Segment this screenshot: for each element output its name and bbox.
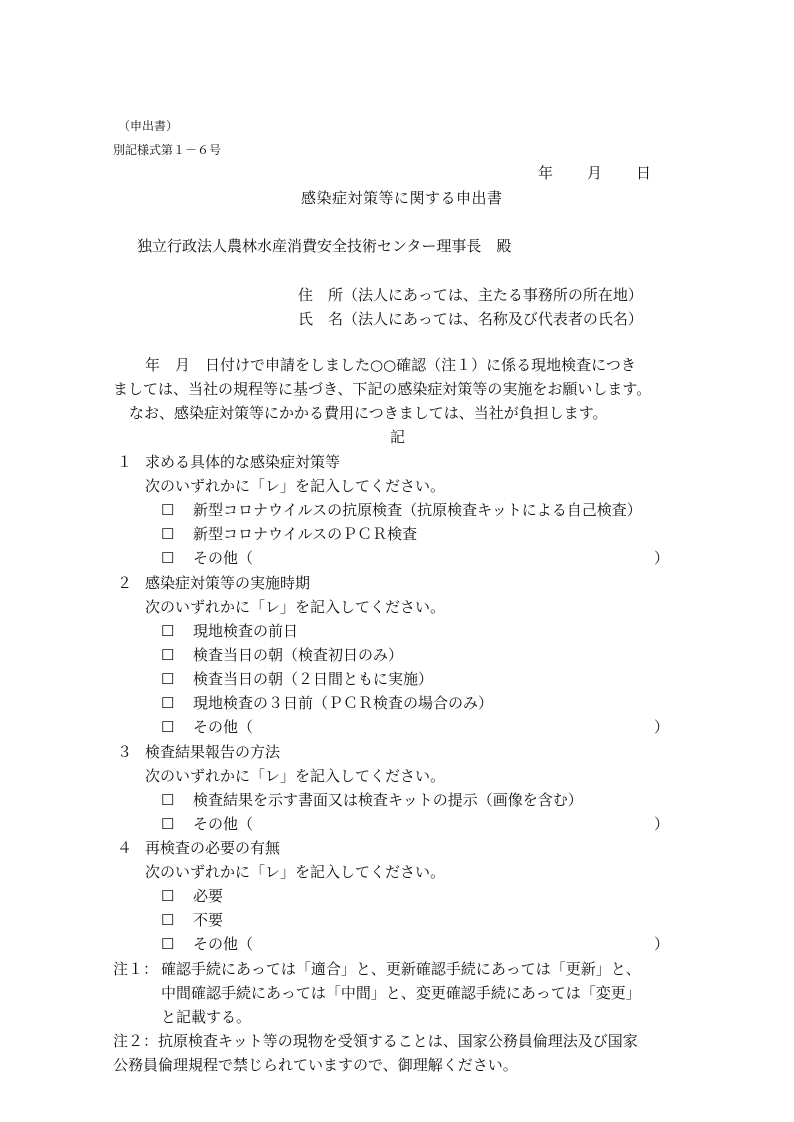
section-3-instruction: 次のいずれかに「レ」を記入してください。: [145, 767, 446, 785]
checkbox-icon[interactable]: ☐: [161, 670, 175, 688]
close-paren: ）: [654, 718, 670, 736]
name-label: 氏 名（法人にあっては、名称及び代表者の氏名）: [298, 310, 643, 328]
option-label: 新型コロナウイルスの抗原検査（抗原検査キットによる自己検査）: [193, 501, 642, 519]
section-2-option-2[interactable]: [161, 645, 403, 665]
section-4-title: 再検査の必要の有無: [145, 839, 281, 857]
paragraph-1-line-2: ましては、当社の規程等に基づき、下記の感染症対策等の実施をお願いします。: [113, 380, 652, 398]
option-label: その他（: [193, 815, 254, 833]
note-1-line-3: と記載する。: [161, 1008, 252, 1026]
checkbox-icon[interactable]: ☐: [161, 911, 175, 929]
section-4-option-1[interactable]: [161, 886, 223, 906]
address-label: 住 所（法人にあっては、主たる事務所の所在地）: [298, 286, 643, 304]
close-paren: ）: [654, 815, 670, 833]
section-4-option-2[interactable]: [161, 910, 223, 930]
section-4-number: ４: [117, 839, 133, 857]
option-label: 必要: [193, 887, 224, 905]
section-4-option-3[interactable]: [161, 934, 253, 954]
checkbox-icon[interactable]: ☐: [161, 718, 175, 736]
option-label: 現地検査の３日前（ＰＣＲ検査の場合のみ）: [193, 694, 494, 712]
section-1-number: １: [117, 453, 133, 471]
section-3-option-1[interactable]: [161, 790, 583, 810]
date-month: 月: [587, 164, 603, 182]
checkbox-icon[interactable]: ☐: [161, 935, 175, 953]
checkbox-icon[interactable]: ☐: [161, 646, 175, 664]
checkbox-icon[interactable]: ☐: [161, 791, 175, 809]
checkbox-icon[interactable]: ☐: [161, 501, 175, 519]
section-1-instruction: 次のいずれかに「レ」を記入してください。: [145, 477, 446, 495]
option-label: その他（: [193, 549, 254, 567]
note-1-line-2: 中間確認手続にあっては「中間」と、変更確認手続にあっては「変更」: [161, 984, 641, 1002]
option-label: 検査当日の朝（２日間ともに実施）: [193, 670, 434, 688]
option-label: 検査結果を示す書面又は検査キットの提示（画像を含む）: [193, 791, 583, 809]
option-label: その他（: [193, 718, 254, 736]
section-4-instruction: 次のいずれかに「レ」を記入してください。: [145, 863, 446, 881]
note-1-label: 注１：: [113, 960, 159, 978]
section-1-title: 求める具体的な感染症対策等: [145, 453, 341, 471]
section-2-option-4[interactable]: [161, 693, 493, 713]
option-label: 現地検査の前日: [193, 622, 299, 640]
form-number: 別記様式第１－６号: [113, 143, 222, 157]
date-year: 年: [538, 164, 554, 182]
note-2-line-2: 公務員倫理規程で禁じられていますので、御理解ください。: [113, 1056, 518, 1074]
date-day: 日: [636, 164, 652, 182]
section-1-option-3[interactable]: [161, 548, 253, 568]
option-label: 不要: [193, 911, 224, 929]
section-2-option-3[interactable]: [161, 669, 433, 689]
option-label: 検査当日の朝（検査初日のみ）: [193, 646, 404, 664]
paragraph-2: なお、感染症対策等にかかる費用につきましては、当社が負担します。: [129, 404, 608, 422]
section-3-title: 検査結果報告の方法: [145, 743, 281, 761]
document-kind: （申出書）: [118, 119, 179, 133]
section-1-option-2[interactable]: [161, 524, 417, 544]
section-2-option-1[interactable]: [161, 621, 298, 641]
section-2-number: ２: [117, 574, 133, 592]
section-2-option-5[interactable]: [161, 717, 253, 737]
section-1-option-1[interactable]: [161, 500, 642, 520]
option-label: その他（: [193, 935, 254, 953]
close-paren: ）: [654, 935, 670, 953]
paragraph-1-line-1: 年 月 日付けで申請をしました○○確認（注１）に係る現地検査につき: [145, 356, 636, 374]
checkbox-icon[interactable]: ☐: [161, 622, 175, 640]
note-1-line-1: 確認手続にあっては「適合」と、更新確認手続にあっては「更新」と、: [161, 960, 641, 978]
section-2-instruction: 次のいずれかに「レ」を記入してください。: [145, 598, 446, 616]
close-paren: ）: [654, 549, 670, 567]
checkbox-icon[interactable]: ☐: [161, 694, 175, 712]
addressee: 独立行政法人農林水産消費安全技術センター理事長 殿: [137, 237, 512, 255]
section-2-title: 感染症対策等の実施時期: [145, 574, 311, 592]
checkbox-icon[interactable]: ☐: [161, 549, 175, 567]
section-3-option-2[interactable]: [161, 814, 253, 834]
ki-heading: 記: [390, 428, 406, 446]
checkbox-icon[interactable]: ☐: [161, 887, 175, 905]
checkbox-icon[interactable]: ☐: [161, 815, 175, 833]
checkbox-icon[interactable]: ☐: [161, 525, 175, 543]
section-3-number: ３: [117, 743, 133, 761]
option-label: 新型コロナウイルスのＰＣＲ検査: [193, 525, 418, 543]
note-2-line-1: 注２：抗原検査キット等の現物を受領することは、国家公務員倫理法及び国家: [113, 1032, 638, 1050]
page-title: 感染症対策等に関する申出書: [301, 189, 503, 207]
